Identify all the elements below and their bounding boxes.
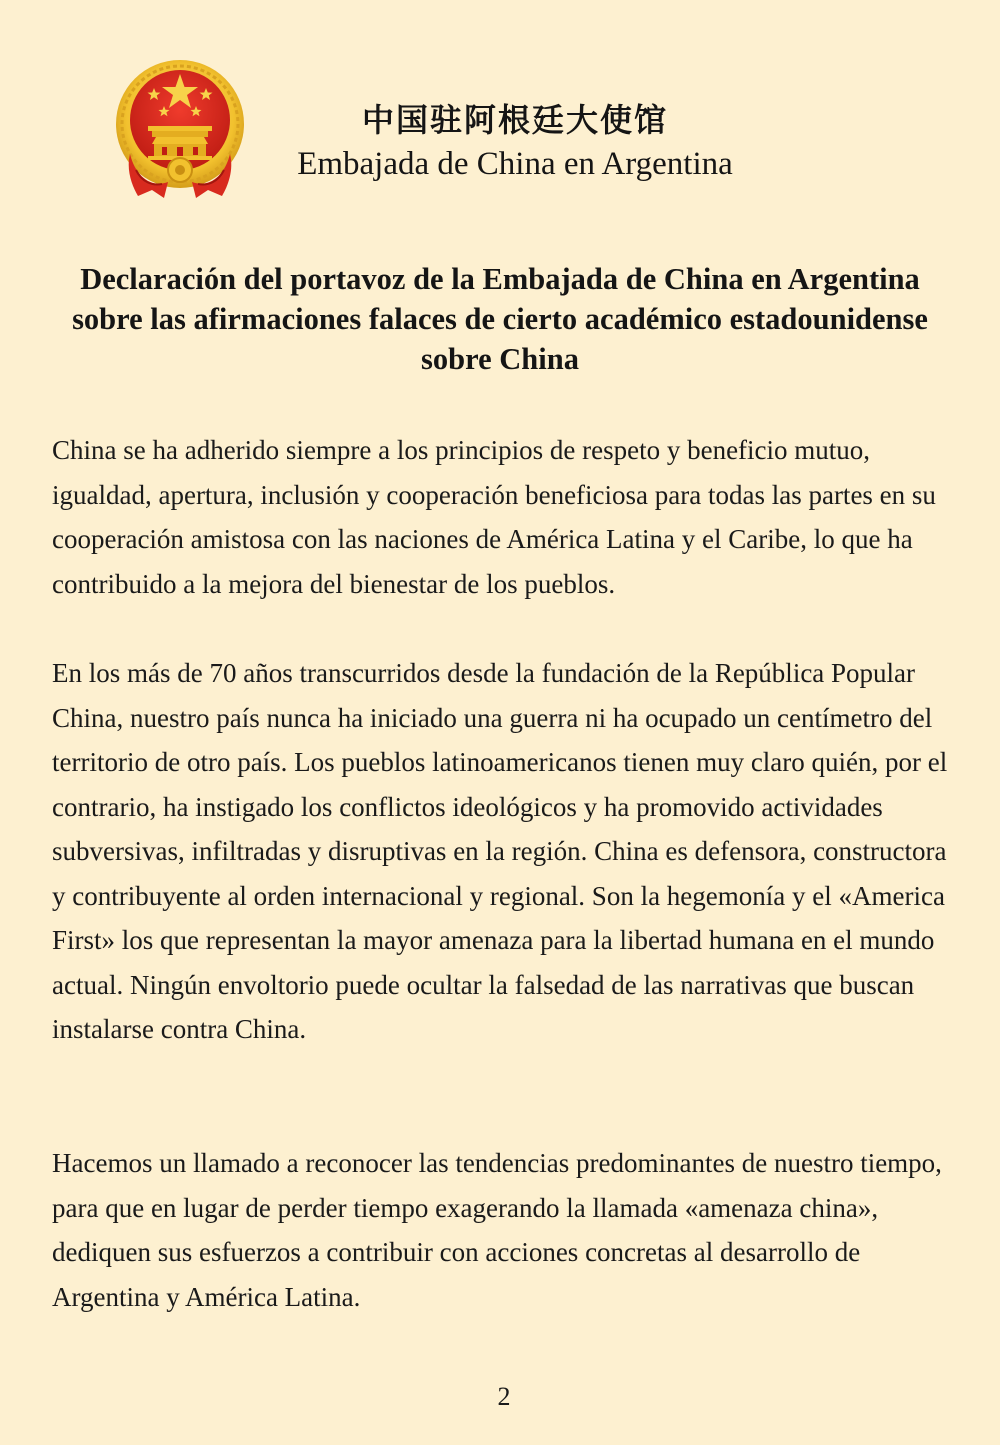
- letterhead: [0, 0, 1000, 220]
- body-paragraph-3: Hacemos un llamado a reconocer las tendencias predominantes de nuestro tiempo, para que en lugar de perder tiempo exagerando la llamada «amenaza china», dediquen sus esfuerzos a contribuir con acciones concretas al desarrollo de Argentina y América Latina.: [52, 1148, 942, 1312]
- document-title: Declaración del portavoz de la Embajada de China en Argentina sobre las afirmaciones falaces de cierto académico estadounidense sobre China: [72, 262, 928, 376]
- body-paragraph-2: En los más de 70 años transcurridos desde la fundación de la República Popular China, nuestro país nunca ha iniciado una guerra ni ha ocupado un centímetro del territorio de otro país. Los pueblos latinoamericanos tienen muy claro quién, por el contrario, ha instigado los conflictos ideológicos y ha promovido actividades subversivas, infiltradas y disruptivas en la región. China es defensora, constructora y contribuyente al orden internacional y regional. Son la hegemonía y el «America First» los que representan la mayor amenaza para la libertad humana en el mundo actual. Ningún envoltorio puede ocultar la falsedad de las narrativas que buscan instalarse contra China.: [52, 658, 948, 1044]
- body-paragraph-1: China se ha adherido siempre a los principios de respeto y beneficio mutuo, igualdad, apertura, inclusión y cooperación beneficiosa para todas las partes en su cooperación amistosa con las naciones de América Latina y el Caribe, lo que ha contribuido a la mejora del bienestar de los pueblos.: [52, 435, 936, 599]
- national-emblem-icon: [112, 58, 248, 200]
- page-number: 2: [497, 1382, 511, 1411]
- embassy-name-spanish: Embajada de China en Argentina: [297, 146, 733, 182]
- embassy-name-chinese: 中国驻阿根廷大使馆: [361, 101, 668, 139]
